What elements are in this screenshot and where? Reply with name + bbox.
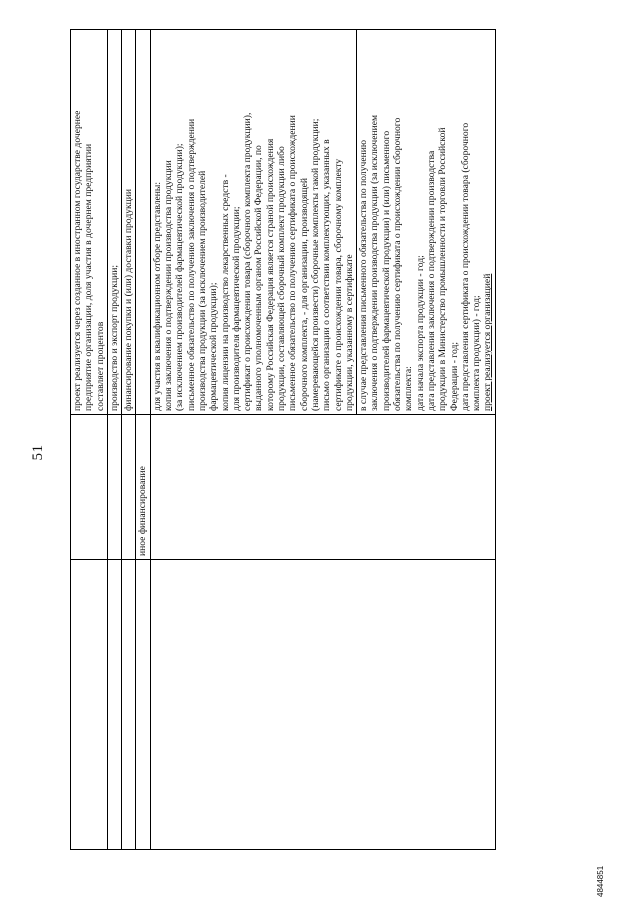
table-cell-empty xyxy=(122,415,136,560)
text-line: письменное обязательство по получению сертификата о происхождении xyxy=(287,115,299,411)
qualification-cell xyxy=(150,30,356,415)
text-line: (за исключением производителей фармацевтической продукции); xyxy=(174,143,186,411)
text-line: которому Российская Федерация является страной происхождения xyxy=(264,138,276,411)
document-code: 4844851 xyxy=(596,865,605,897)
conclusion-date: Федерации - год; xyxy=(448,341,460,411)
text-line: (намеревающейся произвести) сборочные комплекты такой продукции; xyxy=(309,118,321,411)
table-cell-empty xyxy=(136,30,150,415)
text-line: дата представления заключения о подтверждении производства xyxy=(425,150,437,411)
certificate-date: комплекта продукции) - год; xyxy=(471,295,483,411)
text-line: обязательства по получению сертификата о происхождении сборочного xyxy=(392,117,404,411)
text-line: продукции, указанному в сертификате xyxy=(343,254,355,411)
table-row xyxy=(107,30,121,850)
text-line: сертификате о происхождении товара, сборочному комплекту xyxy=(332,158,344,411)
text-line: копия лицензии на производство лекарственных средств - xyxy=(219,174,231,411)
project-by-organization: проект реализуется организацией xyxy=(482,273,494,411)
table-cell-empty xyxy=(71,415,108,560)
financing-cell xyxy=(122,30,136,415)
page-number: 51 xyxy=(30,444,46,461)
text-line: составляет процентов xyxy=(94,321,106,411)
subsidiary-cell xyxy=(71,30,108,415)
text-line: сертификат о происхождении товара (сборочного комплекта продукции), xyxy=(242,112,254,411)
text-line: для производителя фармацевтической продукции; xyxy=(230,206,242,411)
text-line: письмо организации о соответствии комплектующих, указанных в xyxy=(321,139,333,411)
text-line: для участия в квалификационном отборе представлены: xyxy=(151,181,163,411)
table-cell-empty xyxy=(150,415,495,560)
table-cell-empty xyxy=(71,560,108,850)
table-cell-empty xyxy=(107,415,121,560)
text-line: финансирование покупки и (или) доставки продукции xyxy=(123,188,135,411)
table-cell-empty xyxy=(150,560,495,850)
text-line: комплекта: xyxy=(403,366,415,411)
text-line: письменное обязательство по получению заключения о подтверждении xyxy=(185,118,197,411)
text-line: в случае представления письменного обязательства по получению xyxy=(358,139,370,411)
table-row xyxy=(122,30,136,850)
production-export-cell xyxy=(107,30,121,415)
text-line: дата представления сертификата о происхождении товара (сборочного xyxy=(459,122,471,411)
table-row xyxy=(150,30,356,850)
table-row xyxy=(136,30,150,850)
export-start-date: дата начала экспорта продукции - год; xyxy=(414,255,426,411)
text-line: фармацевтической продукции); xyxy=(208,282,220,411)
text-line: сборочного комплекта, - для организации, производящей xyxy=(298,177,310,411)
requirements-table xyxy=(70,29,496,850)
text-line: продукции, составляющей сборочный комплект продукции либо xyxy=(276,146,288,411)
other-financing-cell xyxy=(136,415,150,560)
table-cell-empty xyxy=(122,560,136,850)
text-line: заключения о подтверждении производства продукции (за исключением xyxy=(369,114,381,411)
text-line: продукции в Министерство промышленности и торговли Российской xyxy=(437,127,449,411)
text-line: иное финансирование xyxy=(137,466,149,556)
table-cell-empty xyxy=(107,560,121,850)
text-line: проект реализуется через созданное в иностранном государстве дочернее xyxy=(72,110,83,411)
table-cell-empty xyxy=(136,560,150,850)
text-line: производство и экспорт продукции; xyxy=(108,264,120,411)
text-line: производителей фармацевтической продукции) и (или) письменного xyxy=(380,130,392,411)
text-line: предприятие организации, доля участия в дочернем предприятии xyxy=(83,143,95,411)
text-line: копия заключения о подтверждении производства продукции xyxy=(163,160,175,411)
written-obligation-cell xyxy=(357,30,496,415)
table-row xyxy=(71,30,108,850)
text-line: выданного уполномоченным органом Российской Федерации, по xyxy=(253,145,265,411)
text-line: производства продукции (за исключением производителей xyxy=(196,170,208,411)
